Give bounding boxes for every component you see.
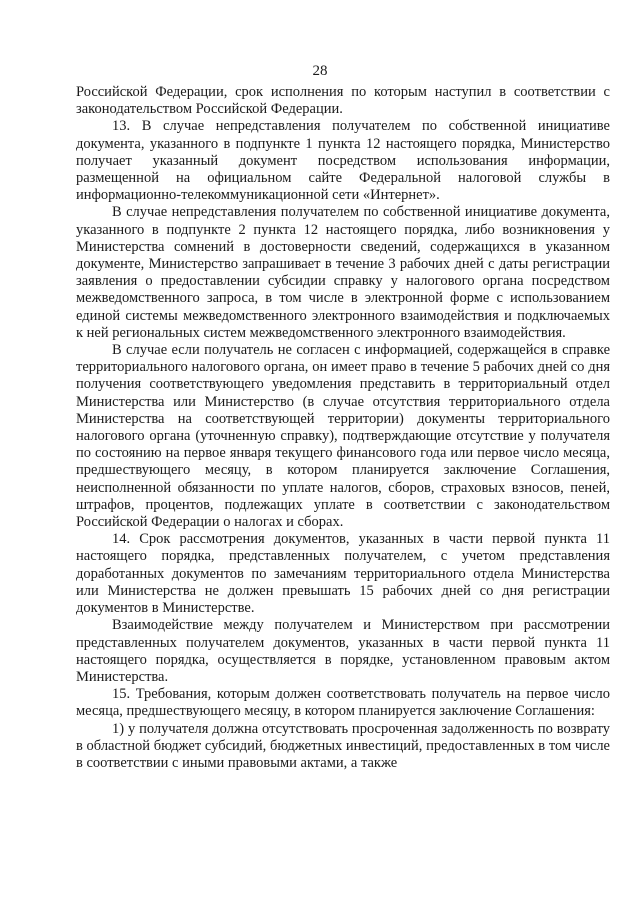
- paragraph-13: 13. В случае непредставления получателем по собственной инициативе документа, указанного в подпункте 1 пункта 12 настоящего порядка, Министерство получает указанный документ посредством использования информации, размещенной на официальном сайте Федеральной налоговой службы в информационно-телекоммуникационной сети «Интернет».: [76, 118, 610, 204]
- paragraph-13-part-3: В случае если получатель не согласен с информацией, содержащейся в справке территориального налогового органа, он имеет право в течение 5 рабочих дней со дня получения соответствующего уведомления представить в территориальный отдел Министерства или Министерство (в случае отсутствия территориального отдела Министерства на соответствующей территории) документы территориального налогового органа (уточненную справку), подтверждающие отсутствие у получателя по состоянию на первое января текущего финансового года или первое число месяца, предшествующего месяцу, в котором планируется заключение Соглашения, неисполненной обязанности по уплате налогов, сборов, страховых взносов, пеней, штрафов, процентов, подлежащих уплате в соответствии с законодательством Российской Федерации о налогах и сборах.: [76, 342, 610, 531]
- page-number: 28: [312, 63, 328, 79]
- paragraph-continuation: Российской Федерации, срок исполнения по которым наступил в соответствии с законодательством Российской Федерации.: [76, 84, 610, 118]
- paragraph-15-item-1: 1) у получателя должна отсутствовать просроченная задолженность по возврату в областной бюджет субсидий, бюджетных инвестиций, предоставленных в том числе в соответствии с иными правовыми актами, а также: [76, 720, 610, 771]
- paragraph-14-part-2: Взаимодействие между получателем и Министерством при рассмотрении представленных получателем документов, указанных в части первой пункта 11 настоящего порядка, осуществляется в порядке, установленном правовым актом Министерства.: [76, 617, 610, 685]
- paragraph-15: 15. Требования, которым должен соответствовать получатель на первое число месяца, предшествующего месяцу, в котором планируется заключение Соглашения:: [76, 686, 610, 720]
- paragraph-14: 14. Срок рассмотрения документов, указанных в части первой пункта 11 настоящего порядка, представленных получателем, с учетом представления доработанных документов по замечаниям территориального отдела Министерства или Министерства не должен превышать 15 рабочих дней со дня регистрации документов в Министерстве.: [76, 531, 610, 617]
- paragraph-13-part-2: В случае непредставления получателем по собственной инициативе документа, указанного в подпункте 2 пункта 12 настоящего порядка, либо возникновения у Министерства сомнений в достоверности сведений, содержащихся в указанном документе, Министерство запрашивает в течение 3 рабочих дней с даты регистрации заявления о предоставлении субсидии справку у налогового органа посредством межведомственного запроса, в том числе в электронной форме с использованием единой системы межведомственного электронного взаимодействия и подключаемых к ней региональных систем межведомственного электронного взаимодействия.: [76, 204, 610, 341]
- document-body: [76, 84, 610, 772]
